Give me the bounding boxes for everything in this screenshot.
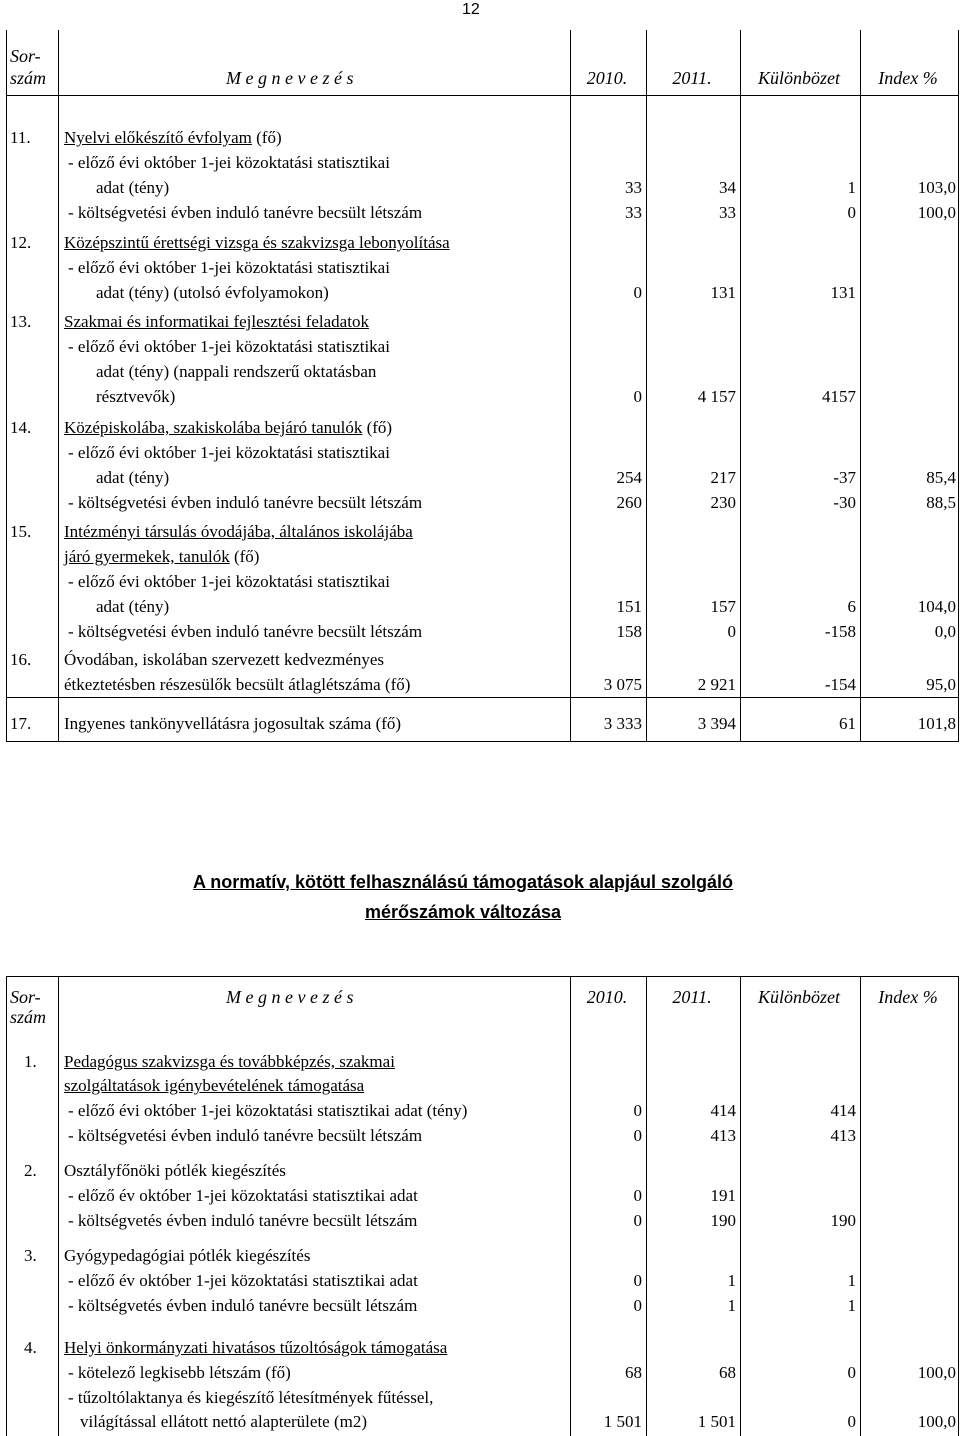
header-2011: 2011. [672, 987, 712, 1007]
row-title-unit: (fő) [251, 128, 282, 147]
row-number: 11. [10, 128, 31, 147]
row-number: 12. [10, 233, 32, 252]
header-megnevezes: M e g n e v e z é s [226, 987, 354, 1007]
cell-2010: 0 [633, 1211, 642, 1230]
cell-2011: 33 [719, 203, 736, 222]
row-number: 17. [10, 714, 32, 733]
cell-index: 101,8 [917, 714, 956, 733]
row-line: - előző évi október 1-jei közoktatási statisztikai [68, 153, 390, 172]
row-line: - előző év október 1-jei közoktatási statisztikai adat [68, 1186, 418, 1205]
cell-2010: 33 [625, 178, 642, 197]
row-line: - költségvetési évben induló tanévre becsült létszám [68, 203, 423, 222]
cell-index: 85,4 [926, 468, 956, 487]
row-line: adat (tény) (utolsó évfolyamokon) [96, 283, 329, 302]
cell-2011: 190 [710, 1211, 736, 1230]
row-title-unit: (fő) [362, 418, 393, 437]
row-line: - kötelező legkisebb létszám (fő) [68, 1363, 291, 1382]
row-title: Középiskolába, szakiskolába bejáró tanulók [64, 418, 363, 437]
row-title: Gyógypedagógiai pótlék kiegészítés [64, 1246, 311, 1265]
row-line: adat (tény) (nappali rendszerű oktatásban [96, 362, 377, 381]
cell-index: 100,0 [917, 1412, 956, 1431]
row-number: 13. [10, 312, 32, 331]
cell-2010: 0 [633, 283, 642, 302]
row-number: 3. [24, 1246, 37, 1265]
row-line: - költségvetés évben induló tanévre becsült létszám [68, 1296, 418, 1315]
row-line: résztvevők) [96, 387, 176, 406]
cell-2011: 2 921 [697, 675, 736, 694]
row-line: - költségvetési évben induló tanévre becsült létszám [68, 493, 423, 512]
cell-2010: 0 [633, 387, 642, 406]
header-sorszam: Sor- [10, 46, 41, 66]
cell-2010: 158 [616, 622, 642, 641]
cell-2010: 151 [616, 597, 642, 616]
cell-2010: 3 333 [603, 714, 642, 733]
row-line: - tűzoltólaktanya és kiegészítő létesítmények fűtéssel, [68, 1388, 434, 1407]
row-number: 2. [24, 1161, 37, 1180]
header-kulonbozet: Különbözet [757, 68, 840, 88]
cell-2010: 0 [633, 1271, 642, 1290]
row-number: 14. [10, 418, 32, 437]
cell-2011: 131 [710, 283, 736, 302]
cell-2011: 414 [710, 1101, 736, 1120]
row-line: - előző évi október 1-jei közoktatási statisztikai [68, 572, 390, 591]
cell-index: 100,0 [917, 203, 956, 222]
cell-index: 103,0 [917, 178, 956, 197]
row-title-2: szolgáltatások igénybevételének támogatása [64, 1076, 365, 1095]
cell-2011: 34 [719, 178, 736, 197]
cell-diff: -30 [833, 493, 856, 512]
cell-diff: 1 [847, 1271, 856, 1290]
header-2011: 2011. [672, 68, 712, 88]
cell-2010: 3 075 [603, 675, 642, 694]
row-title: Osztályfőnöki pótlék kiegészítés [64, 1161, 286, 1180]
cell-diff: 1 [847, 178, 856, 197]
header-megnevezes: M e g n e v e z é s [226, 68, 354, 88]
row-title: Intézményi társulás óvodájába, általános iskolájába [64, 522, 413, 541]
row-line: adat (tény) [96, 178, 170, 197]
cell-2010: 0 [633, 1101, 642, 1120]
cell-index: 88,5 [926, 493, 956, 512]
cell-diff: 414 [830, 1101, 856, 1120]
row-title: Ingyenes tankönyvellátásra jogosultak száma (fő) [64, 714, 402, 733]
row-line: - előző évi október 1-jei közoktatási statisztikai adat (tény) [68, 1101, 468, 1120]
cell-diff: 190 [830, 1211, 856, 1230]
cell-2011: 1 [727, 1271, 736, 1290]
row-line: - előző évi október 1-jei közoktatási statisztikai [68, 443, 390, 462]
header-index: Index % [878, 987, 938, 1007]
row-line: világítással ellátott nettó alapterülete (m2) [80, 1412, 368, 1431]
cell-2010: 68 [625, 1363, 642, 1382]
page-number: 12 [462, 1, 480, 18]
section-title-line-1: A normatív, kötött felhasználású támogatások alapjául szolgáló [192, 872, 734, 892]
cell-2010: 0 [633, 1126, 642, 1145]
cell-2010: 0 [633, 1186, 642, 1205]
row-title: Középszintű érettségi vizsga és szakvizsga lebonyolítása [64, 233, 450, 252]
cell-2011: 413 [710, 1126, 736, 1145]
cell-2010: 0 [633, 1296, 642, 1315]
cell-diff: 413 [830, 1126, 856, 1145]
cell-diff: 61 [839, 714, 856, 733]
cell-diff: 0 [847, 1412, 856, 1431]
cell-diff: 1 [847, 1296, 856, 1315]
row-number: 1. [24, 1052, 37, 1071]
cell-index: 104,0 [917, 597, 956, 616]
row-number: 15. [10, 522, 32, 541]
cell-diff: -154 [824, 675, 856, 694]
cell-2011: 68 [719, 1363, 736, 1382]
cell-2011: 0 [727, 622, 736, 641]
section-title-line-2: mérőszámok változása [364, 902, 562, 922]
header-index: Index % [878, 68, 938, 88]
cell-diff: 6 [847, 597, 856, 616]
cell-2011: 191 [710, 1186, 736, 1205]
cell-2011: 157 [710, 597, 736, 616]
header-kulonbozet: Különbözet [757, 987, 840, 1007]
cell-diff: -158 [824, 622, 856, 641]
row-title: Pedagógus szakvizsga és továbbképzés, szakmai [64, 1052, 395, 1071]
cell-diff: 4157 [822, 387, 856, 406]
cell-2011: 217 [710, 468, 736, 487]
cell-2010: 33 [625, 203, 642, 222]
row-line: - előző év október 1-jei közoktatási statisztikai adat [68, 1271, 418, 1290]
row-title-2: étkeztetésben részesülők becsült átlaglétszáma (fő) [64, 675, 411, 694]
cell-index: 0,0 [934, 622, 956, 641]
row-title: Óvodában, iskolában szervezett kedvezményes [64, 650, 385, 669]
row-line: - előző évi október 1-jei közoktatási statisztikai [68, 337, 390, 356]
row-line: - költségvetési évben induló tanévre becsült létszám [68, 1126, 423, 1145]
cell-index: 100,0 [917, 1363, 956, 1382]
cell-2011: 1 501 [697, 1412, 736, 1431]
row-line: adat (tény) [96, 597, 170, 616]
row-title: Helyi önkormányzati hivatásos tűzoltóságok támogatása [64, 1338, 448, 1357]
cell-2011: 4 157 [697, 387, 736, 406]
cell-2010: 260 [616, 493, 642, 512]
row-line: - költségvetés évben induló tanévre becsült létszám [68, 1211, 418, 1230]
header-2010: 2010. [586, 68, 628, 88]
cell-2011: 230 [710, 493, 736, 512]
cell-2010: 254 [616, 468, 642, 487]
row-line: - költségvetési évben induló tanévre becsült létszám [68, 622, 423, 641]
cell-2010: 1 501 [603, 1412, 642, 1431]
row-number: 16. [10, 650, 32, 669]
cell-index: 95,0 [926, 675, 956, 694]
cell-diff: 0 [847, 1363, 856, 1382]
header-sorszam-2: szám [10, 68, 47, 88]
cell-diff: -37 [833, 468, 856, 487]
row-title: Nyelvi előkészítő évfolyam [64, 128, 252, 147]
cell-diff: 131 [830, 283, 856, 302]
row-title-unit: (fő) [229, 547, 260, 566]
cell-2011: 3 394 [697, 714, 736, 733]
header-sorszam-2: szám [10, 1007, 47, 1027]
row-title-2: járó gyermekek, tanulók [64, 547, 230, 566]
row-line: - előző évi október 1-jei közoktatási statisztikai [68, 258, 390, 277]
row-title: Szakmai és informatikai fejlesztési feladatok [64, 312, 369, 331]
header-sorszam: Sor- [10, 987, 41, 1007]
cell-2011: 1 [727, 1296, 736, 1315]
row-line: adat (tény) [96, 468, 170, 487]
header-2010: 2010. [586, 987, 628, 1007]
cell-diff: 0 [847, 203, 856, 222]
row-number: 4. [24, 1338, 37, 1357]
